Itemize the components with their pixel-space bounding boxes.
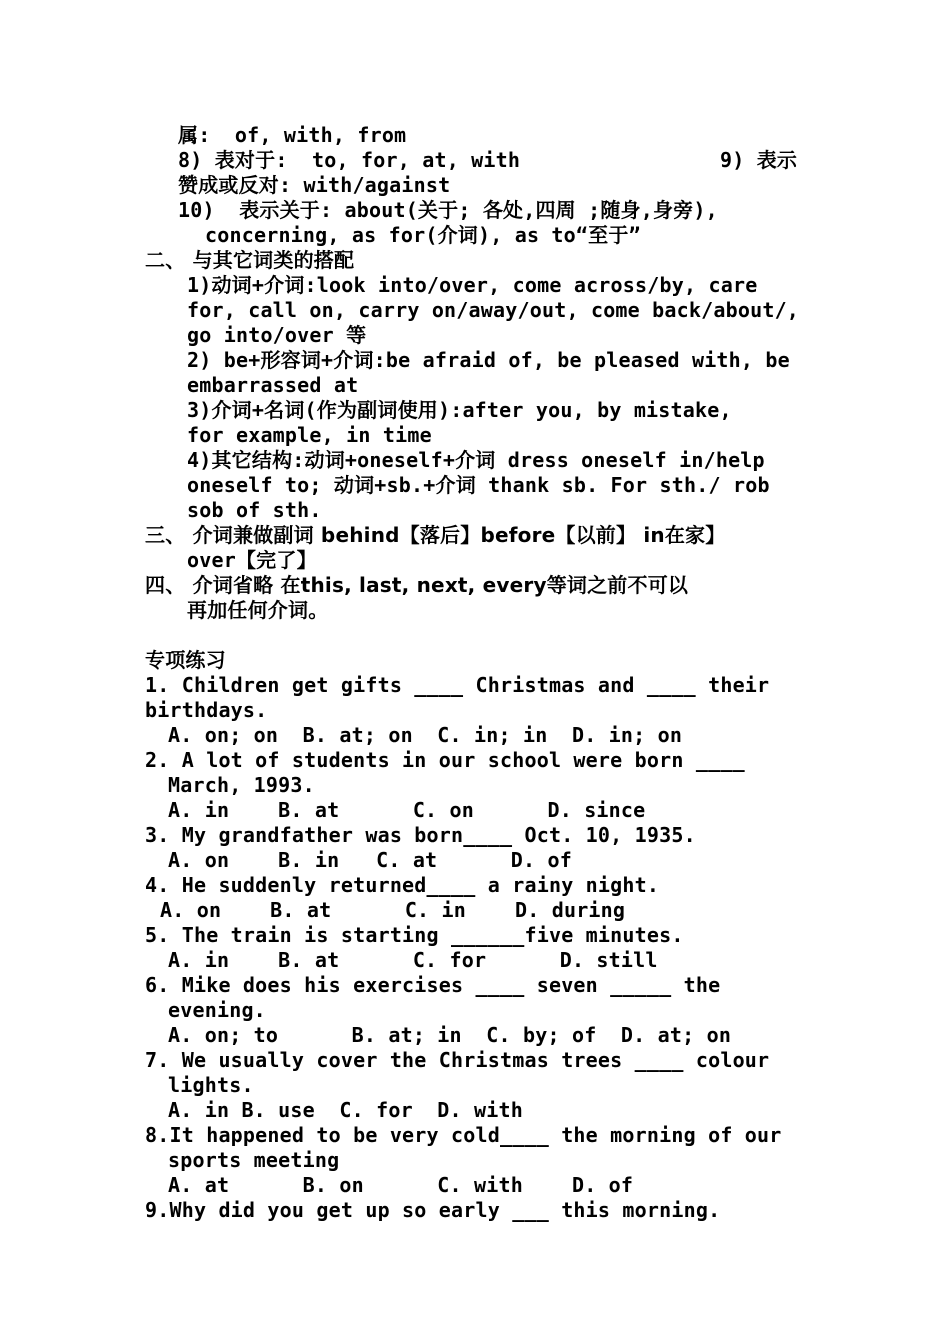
- question-line: 1. Children get gifts ____ Christmas and ____ their: [145, 673, 770, 697]
- text-line: 8) 表对于: to, for, at, with: [178, 148, 521, 172]
- question-line: 9.Why did you get up so early ___ this morning.: [145, 1198, 721, 1222]
- text-line: 1)动词+介词:look into/over, come across/by, care: [187, 273, 758, 297]
- question-line: sports meeting: [168, 1148, 340, 1172]
- answer-options: A. in B. at C. on D. since: [168, 798, 646, 822]
- text-line: sob of sth.: [187, 498, 322, 522]
- question-line: 6. Mike does his exercises ____ seven _____ the: [145, 973, 721, 997]
- exercise-title: 专项练习: [145, 648, 226, 672]
- text-line: for, call on, carry on/away/out, come back/about/,: [187, 298, 800, 322]
- text-line: 赞成或反对: with/against: [178, 173, 451, 197]
- question-line: birthdays.: [145, 698, 268, 722]
- question-line: 2. A lot of students in our school were born ____: [145, 748, 745, 772]
- section-heading: 二、 与其它词类的搭配: [145, 248, 355, 272]
- text-line: embarrassed at: [187, 373, 359, 397]
- answer-options: A. in B. at C. for D. still: [168, 948, 658, 972]
- answer-options: A. in B. use C. for D. with: [168, 1098, 523, 1122]
- question-line: 4. He suddenly returned____ a rainy night.: [145, 873, 660, 897]
- question-line: 5. The train is starting ______five minutes.: [145, 923, 684, 947]
- answer-options: A. on B. in C. at D. of: [168, 848, 572, 872]
- answer-options: A. on; to B. at; in C. by; of D. at; on: [168, 1023, 732, 1047]
- question-line: 8.It happened to be very cold____ the morning of our: [145, 1123, 782, 1147]
- text-line: 4)其它结构:动词+oneself+介词 dress oneself in/help: [187, 448, 765, 472]
- answer-options: A. on; on B. at; on C. in; in D. in; on: [168, 723, 683, 747]
- text-line: oneself to; 动词+sb.+介词 thank sb. For sth./ rob: [187, 473, 770, 497]
- answer-options: A. on B. at C. in D. during: [160, 898, 626, 922]
- text-line: concerning, as for(介词), as to“至于”: [205, 223, 641, 247]
- question-line: evening.: [168, 998, 266, 1022]
- text-line: 10) 表示关于: about(关于; 各处,四周 ;随身,身旁),: [178, 198, 718, 222]
- text-line: 再加任何介词。: [187, 598, 329, 622]
- text-line: over【完了】: [187, 548, 317, 572]
- answer-options: A. at B. on C. with D. of: [168, 1173, 634, 1197]
- question-line: March, 1993.: [168, 773, 315, 797]
- question-line: lights.: [168, 1073, 254, 1097]
- text-line: 9) 表示: [720, 148, 798, 172]
- text-line: go into/over 等: [187, 323, 367, 347]
- text-line: 3)介词+名词(作为副词使用):after you, by mistake,: [187, 398, 732, 422]
- question-line: 7. We usually cover the Christmas trees ____ colour: [145, 1048, 770, 1072]
- section-heading: 四、 介词省略 在this, last, next, every等词之前不可以: [145, 573, 689, 597]
- question-line: 3. My grandfather was born____ Oct. 10, 1935.: [145, 823, 696, 847]
- text-line: 2) be+形容词+介词:be afraid of, be pleased with, be: [187, 348, 790, 372]
- text-line: 属: of, with, from: [178, 123, 407, 147]
- section-heading: 三、 介词兼做副词 behind【落后】before【以前】 in在家】: [145, 523, 726, 547]
- text-line: for example, in time: [187, 423, 432, 447]
